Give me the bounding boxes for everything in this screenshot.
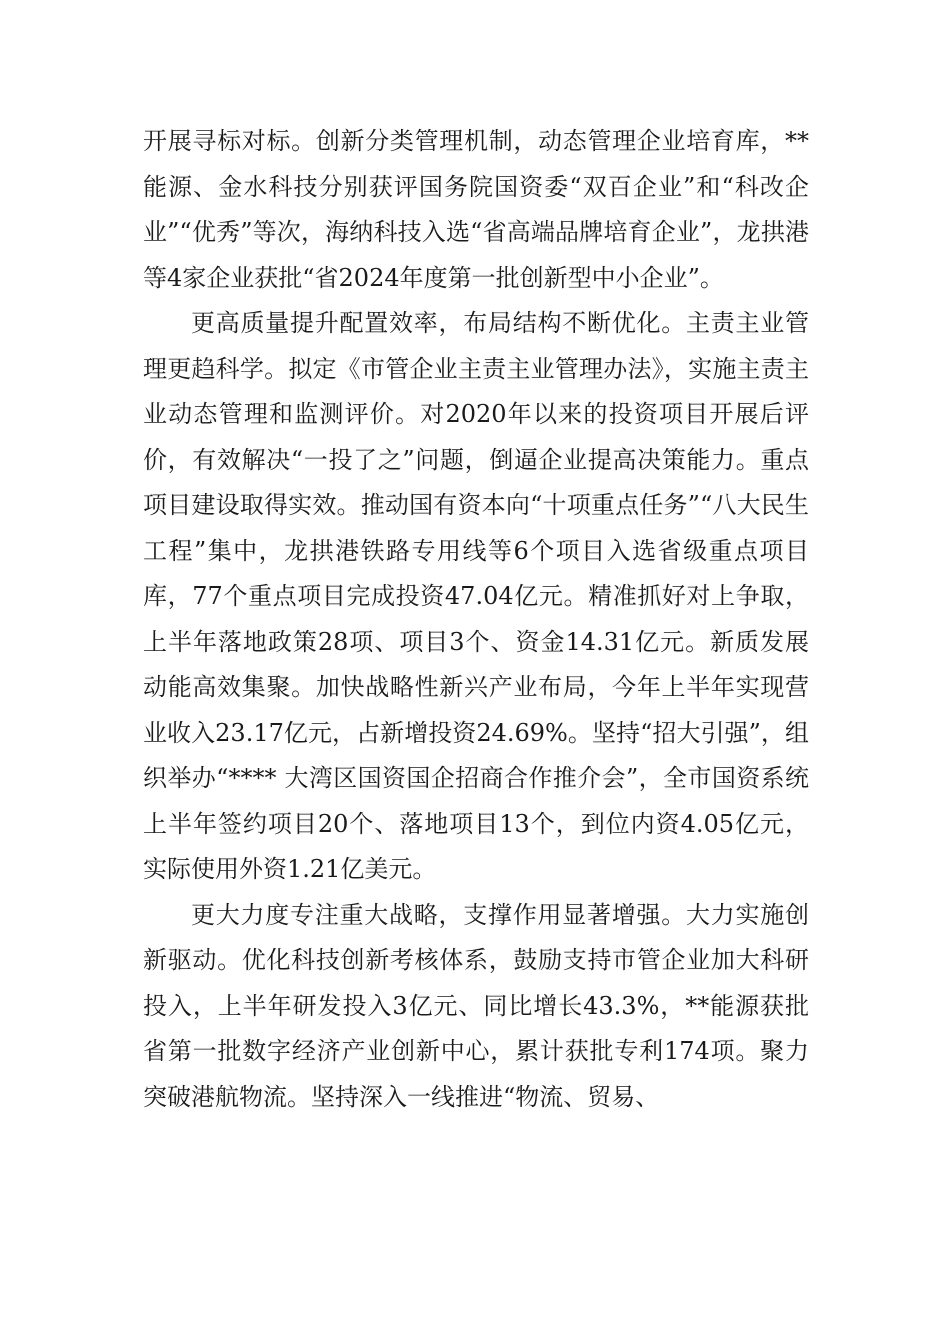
paragraph-3: 更大力度专注重大战略，支撑作用显著增强。大力实施创新驱动。优化科技创新考核体系，鼓励支持市管企业加大科研投入，上半年研发投入3亿元、同比增长43.3%，**能源获批省第一批数字经济产业创新中心，累计获批专利174项。聚力突破港航物流。坚持深入一线推进“物流、贸易、	[143, 900, 809, 1111]
paragraph-1: 开展寻标对标。创新分类管理机制，动态管理企业培育库，**能源、金水科技分别获评国务院国资委“双百企业”和“科改企业”“优秀”等次，海纳科技入选“省高端品牌培育企业”，龙拱港等4家企业获批“省2024年度第一批创新型中小企业”。	[143, 127, 809, 292]
paragraph-2: 更高质量提升配置效率，布局结构不断优化。主责主业管理更趋科学。拟定《市管企业主责主业管理办法》，实施主责主业动态管理和监测评价。对2020年以来的投资项目开展后评价，有效解决“一投了之”问题，倒逼企业提高决策能力。重点项目建设取得实效。推动国有资本向“十项重点任务”“八大民生工程”集中，龙拱港铁路专用线等6个项目入选省级重点项目库，77个重点项目完成投资47.04亿元。精准抓好对上争取，上半年落地政策28项、项目3个、资金14.31亿元。新质发展动能高效集聚。加快战略性新兴产业布局，今年上半年实现营业收入23.17亿元，占新增投资24.69%。坚持“招大引强”，组织举办“**** 大湾区国资国企招商合作推介会”，全市国资系统上半年签约项目20个、落地项目13个，到位内资4.05亿元，实际使用外资1.21亿美元。	[143, 309, 809, 883]
document-body	[143, 119, 809, 1120]
